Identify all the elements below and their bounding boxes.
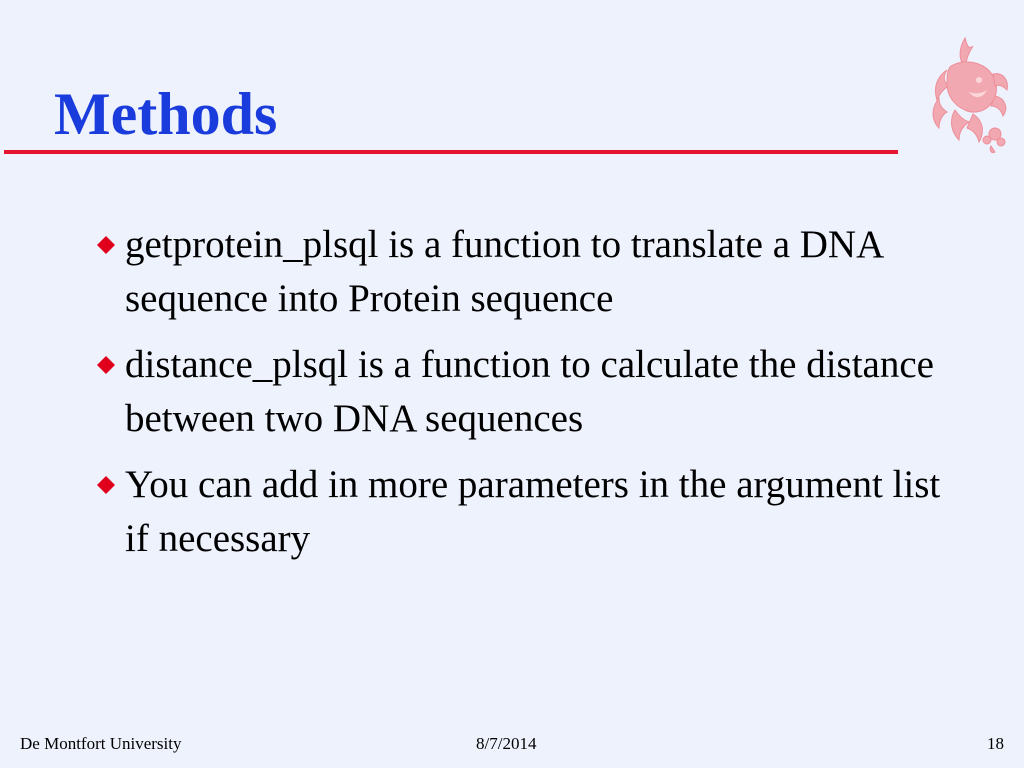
bullet-item [90,338,950,446]
bullet-list [90,218,950,578]
diamond-bullet-icon [96,355,116,375]
bullet-text: distance_plsql is a function to calculate the distance between two DNA sequences [125,343,934,440]
slide-title: Methods [54,81,278,147]
diamond-bullet-icon [96,235,116,255]
bullet-item [90,218,950,326]
title-underline-rule [4,150,898,154]
bullet-text: You can add in more parameters in the argument list if necessary [125,463,941,560]
lion-crest-icon [925,36,1011,154]
footer-page-number: 18 [987,734,1004,753]
footer-organization: De Montfort University [20,734,182,753]
footer-date: 8/7/2014 [476,734,537,753]
bullet-item [90,458,950,566]
bullet-text: getprotein_plsql is a function to translate a DNA sequence into Protein sequence [125,223,883,320]
diamond-bullet-icon [96,475,116,495]
